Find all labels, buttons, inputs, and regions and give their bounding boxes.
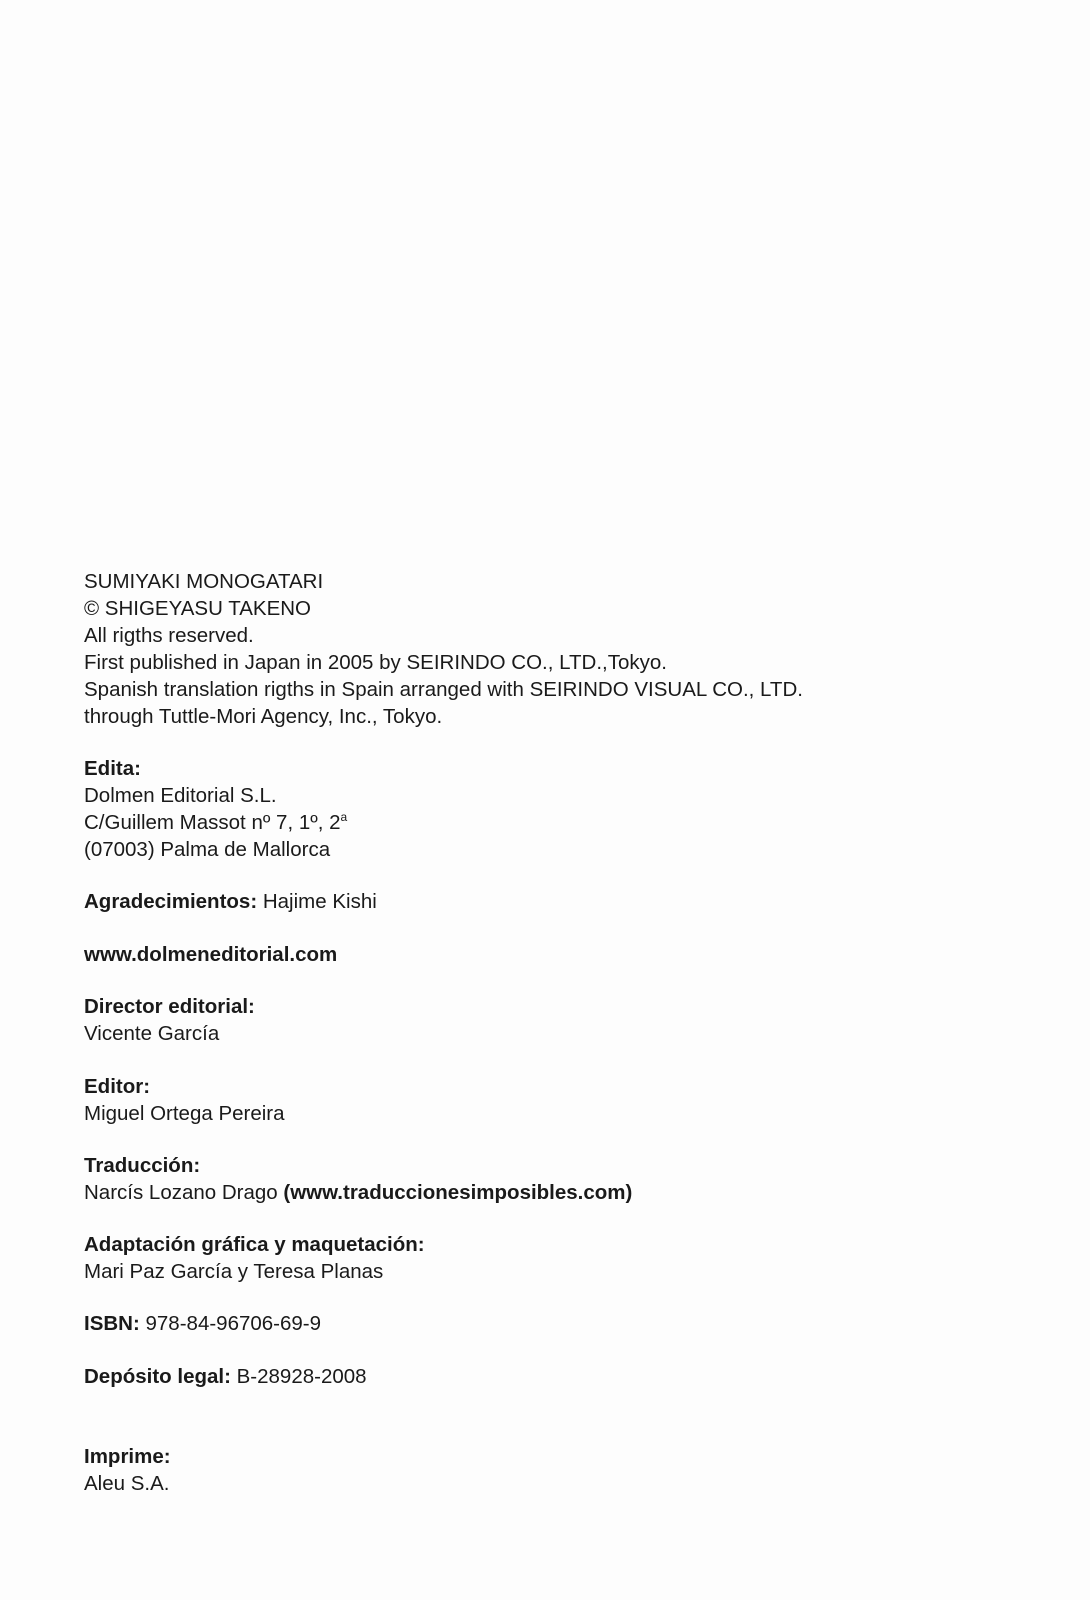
editor-block (84, 1073, 285, 1127)
publisher-street-text: C/Guillem Massot nº 7, 1º, 2 (84, 811, 341, 834)
imprime-value: Aleu S.A. (84, 1472, 170, 1495)
director-label: Director editorial: (84, 995, 255, 1018)
edita-block (84, 755, 347, 863)
editor-label: Editor: (84, 1075, 151, 1098)
agradecimientos-value: Hajime Kishi (257, 890, 377, 913)
editor-value: Miguel Ortega Pereira (84, 1102, 285, 1125)
deposito-label: Depósito legal: (84, 1365, 231, 1388)
copyright-line: Spanish translation rigths in Spain arranged with SEIRINDO VISUAL CO., LTD. (84, 678, 803, 701)
copyright-line: First published in Japan in 2005 by SEIRINDO CO., LTD.,Tokyo. (84, 651, 667, 674)
imprime-label: Imprime: (84, 1445, 171, 1468)
adaptacion-value: Mari Paz García y Teresa Planas (84, 1260, 384, 1283)
website-link[interactable]: www.dolmeneditorial.com (84, 943, 338, 966)
translator-name: Narcís Lozano Drago (84, 1181, 284, 1204)
isbn-label: ISBN: (84, 1312, 140, 1335)
adaptacion-block (84, 1231, 425, 1285)
copyright-block (84, 568, 803, 730)
publisher-name: Dolmen Editorial S.L. (84, 784, 277, 807)
copyright-line: © SHIGEYASU TAKENO (84, 597, 311, 620)
copyright-line: All rigths reserved. (84, 624, 254, 647)
adaptacion-label: Adaptación gráfica y maquetación: (84, 1233, 425, 1256)
deposito-value: B-28928-2008 (230, 1365, 367, 1388)
deposito-block (84, 1363, 367, 1390)
director-block (84, 993, 255, 1047)
publisher-street-sup: a (340, 810, 348, 824)
publisher-city: (07003) Palma de Mallorca (84, 838, 331, 861)
imprime-block (84, 1443, 171, 1497)
agradecimientos-block (84, 888, 377, 915)
publisher-street (84, 809, 347, 836)
isbn-value: 978-84-96706-69-9 (139, 1312, 322, 1335)
traduccion-label: Traducción: (84, 1154, 201, 1177)
agradecimientos-label: Agradecimientos: (84, 890, 258, 913)
website-block (84, 941, 337, 968)
copyright-line: SUMIYAKI MONOGATARI (84, 570, 324, 593)
director-value: Vicente García (84, 1022, 220, 1045)
isbn-block (84, 1310, 321, 1337)
translator-url[interactable]: (www.traduccionesimposibles.com) (283, 1181, 633, 1204)
edita-label: Edita: (84, 757, 141, 780)
copyright-line: through Tuttle-Mori Agency, Inc., Tokyo. (84, 705, 443, 728)
traduccion-block (84, 1152, 632, 1206)
